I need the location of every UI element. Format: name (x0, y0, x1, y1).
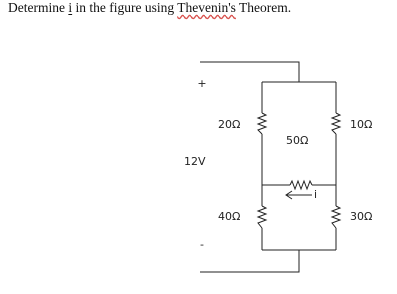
current-label: i (314, 188, 318, 201)
theorem-name: Thevenin's (177, 0, 236, 15)
resistor-50-ohm (290, 181, 312, 189)
source-plus-label: + (197, 77, 207, 90)
r-bridge-label: 50Ω (286, 134, 309, 147)
wire-bottom (200, 250, 299, 272)
question-middle: in the figure using (72, 0, 178, 15)
resistor-20-ohm (258, 113, 266, 134)
question-variable: i (68, 0, 73, 15)
resistor-30-ohm (332, 206, 340, 228)
question-suffix: Theorem. (235, 0, 292, 15)
source-voltage-label: 12V (184, 155, 206, 168)
r-top-left-label: 20Ω (218, 118, 241, 131)
resistor-40-ohm (258, 206, 266, 228)
question-prefix: Determine (8, 0, 69, 15)
wire-top (200, 62, 299, 82)
r-bottom-left-label: 40Ω (218, 210, 241, 223)
source-minus-label: - (200, 238, 204, 251)
r-bottom-right-label: 30Ω (350, 210, 373, 223)
r-top-right-label: 10Ω (350, 118, 373, 131)
resistor-10-ohm (332, 113, 340, 134)
